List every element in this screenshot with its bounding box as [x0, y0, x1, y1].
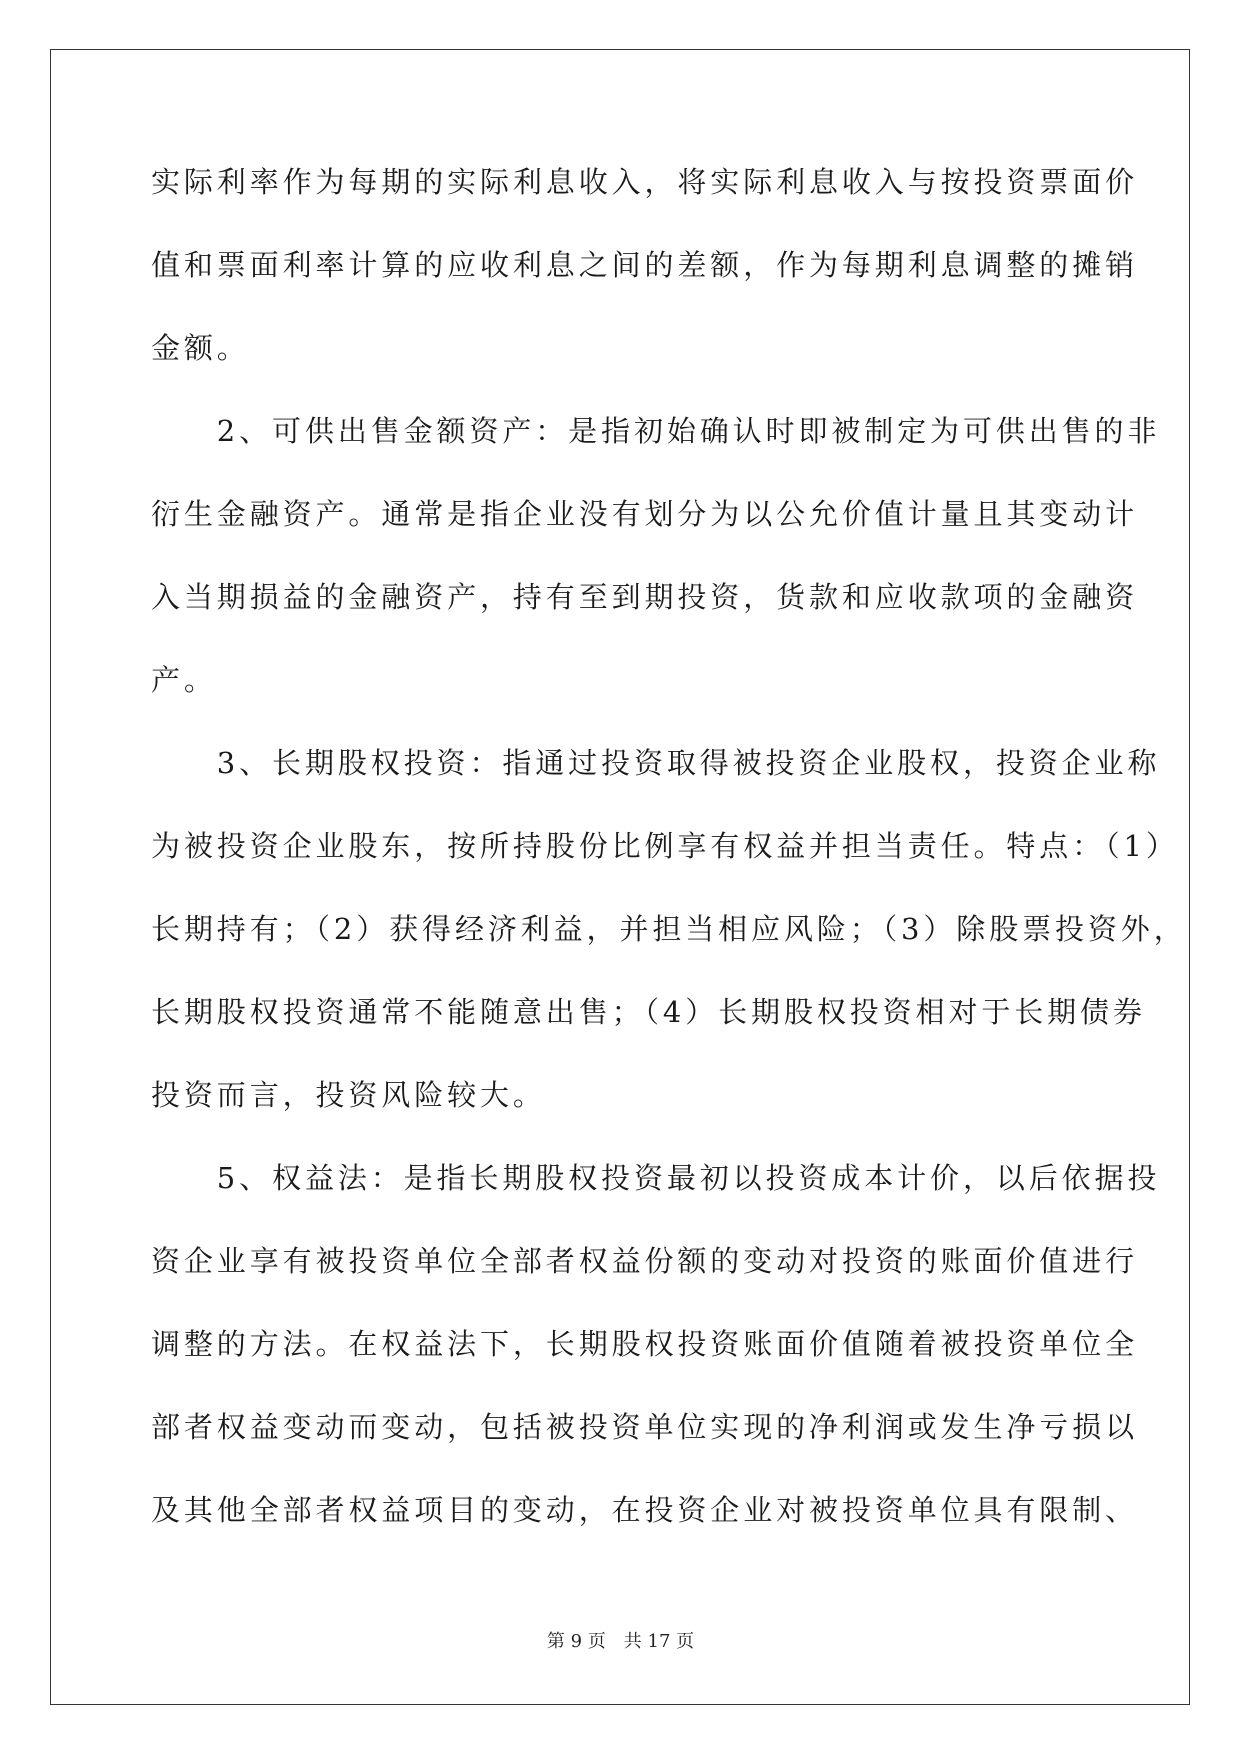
text-line: 为被投资企业股东，按所持股份比例享有权益并担当责任。特点：（1）: [151, 829, 1179, 863]
text-line: 5、权益法：是指长期股权投资最初以投资成本计价，以后依据投: [151, 1161, 1161, 1195]
text-line: 投资而言，投资风险较大。: [151, 1078, 546, 1112]
text-line: 实际利率作为每期的实际利息收入，将实际利息收入与按投资票面价: [151, 165, 1139, 199]
text-line: 值和票面利率计算的应收利息之间的差额，作为每期利息调整的摊销: [151, 248, 1139, 282]
page-footer: [0, 1627, 1241, 1653]
text-line: 资企业享有被投资单位全部者权益份额的变动对投资的账面价值进行: [151, 1244, 1139, 1278]
text-line: 及其他全部者权益项目的变动，在投资企业对被投资单位具有限制、: [151, 1493, 1139, 1527]
text-line: 入当期损益的金融资产，持有至到期投资，货款和应收款项的金融资: [151, 580, 1139, 614]
text-line: 金额。: [151, 331, 250, 365]
text-line: 调整的方法。在权益法下，长期股权投资账面价值随着被投资单位全: [151, 1327, 1139, 1361]
text-line: 部者权益变动而变动，包括被投资单位实现的净利润或发生净亏损以: [151, 1410, 1139, 1444]
text-line: 衍生金融资产。通常是指企业没有划分为以公允价值计量且其变动计: [151, 497, 1139, 531]
text-line: 2、可供出售金额资产：是指初始确认时即被制定为可供出售的非: [151, 414, 1161, 448]
text-line: 3、长期股权投资：指通过投资取得被投资企业股权，投资企业称: [151, 746, 1161, 780]
page-number-label: 第 9 页 共 17 页: [546, 1631, 695, 1652]
text-line: 长期股权投资通常不能随意出售；（4）长期股权投资相对于长期债券: [151, 995, 1146, 1029]
text-line: 长期持有；（2）获得经济利益，并担当相应风险；（3）除股票投资外，: [151, 912, 1187, 946]
text-line: 产。: [151, 663, 217, 697]
body-text: [151, 160, 1187, 1571]
